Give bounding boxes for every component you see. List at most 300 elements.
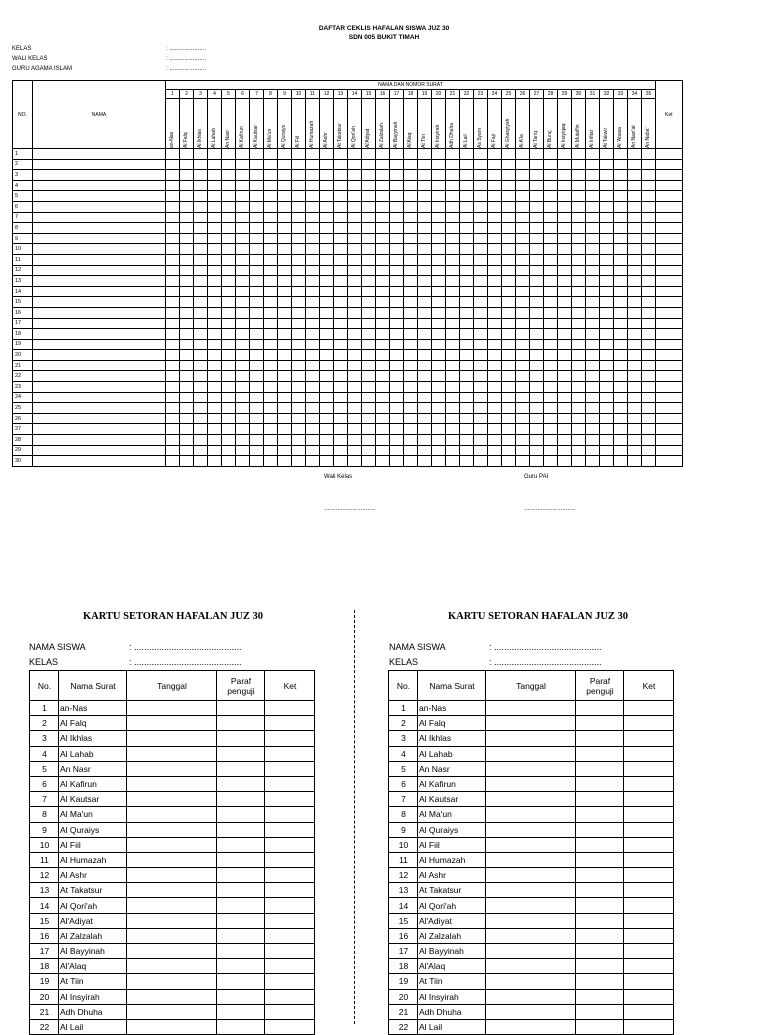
- check-cell[interactable]: [404, 371, 418, 382]
- check-cell[interactable]: [222, 180, 236, 191]
- check-cell[interactable]: [586, 276, 600, 287]
- check-cell[interactable]: [194, 212, 208, 223]
- check-cell[interactable]: [222, 445, 236, 456]
- check-cell[interactable]: [292, 233, 306, 244]
- card-paraf-cell[interactable]: [217, 1004, 265, 1019]
- check-cell[interactable]: [348, 233, 362, 244]
- check-cell[interactable]: [544, 360, 558, 371]
- check-cell[interactable]: [474, 212, 488, 223]
- check-cell[interactable]: [502, 392, 516, 403]
- check-cell[interactable]: [362, 223, 376, 234]
- check-cell[interactable]: [320, 254, 334, 265]
- check-cell[interactable]: [376, 371, 390, 382]
- card-ket-cell[interactable]: [624, 868, 674, 883]
- check-cell[interactable]: [166, 244, 180, 255]
- check-cell[interactable]: [250, 350, 264, 361]
- check-cell[interactable]: [628, 350, 642, 361]
- check-cell[interactable]: [628, 339, 642, 350]
- card-paraf-cell[interactable]: [217, 822, 265, 837]
- check-cell[interactable]: [446, 265, 460, 276]
- check-cell[interactable]: [166, 233, 180, 244]
- check-cell[interactable]: [292, 191, 306, 202]
- check-cell[interactable]: [208, 382, 222, 393]
- check-cell[interactable]: [194, 297, 208, 308]
- check-cell[interactable]: [390, 223, 404, 234]
- check-cell[interactable]: [502, 307, 516, 318]
- check-cell[interactable]: [628, 223, 642, 234]
- check-cell[interactable]: [166, 424, 180, 435]
- check-cell[interactable]: [474, 307, 488, 318]
- check-cell[interactable]: [642, 318, 656, 329]
- check-cell[interactable]: [320, 307, 334, 318]
- check-cell[interactable]: [180, 307, 194, 318]
- check-cell[interactable]: [628, 297, 642, 308]
- check-cell[interactable]: [586, 329, 600, 340]
- check-cell[interactable]: [544, 276, 558, 287]
- card-paraf-cell[interactable]: [576, 807, 624, 822]
- check-cell[interactable]: [488, 191, 502, 202]
- card-tanggal-cell[interactable]: [486, 716, 576, 731]
- check-cell[interactable]: [208, 297, 222, 308]
- card-ket-cell[interactable]: [265, 974, 315, 989]
- check-cell[interactable]: [600, 318, 614, 329]
- check-cell[interactable]: [264, 286, 278, 297]
- check-cell[interactable]: [628, 276, 642, 287]
- check-cell[interactable]: [488, 254, 502, 265]
- card-tanggal-cell[interactable]: [127, 792, 217, 807]
- check-cell[interactable]: [460, 435, 474, 446]
- check-cell[interactable]: [376, 350, 390, 361]
- check-cell[interactable]: [628, 212, 642, 223]
- check-cell[interactable]: [180, 201, 194, 212]
- check-cell[interactable]: [642, 297, 656, 308]
- check-cell[interactable]: [362, 329, 376, 340]
- ket-cell[interactable]: [656, 286, 683, 297]
- ket-cell[interactable]: [656, 180, 683, 191]
- check-cell[interactable]: [320, 297, 334, 308]
- check-cell[interactable]: [572, 297, 586, 308]
- check-cell[interactable]: [516, 350, 530, 361]
- check-cell[interactable]: [180, 360, 194, 371]
- check-cell[interactable]: [530, 191, 544, 202]
- check-cell[interactable]: [642, 403, 656, 414]
- check-cell[interactable]: [446, 149, 460, 160]
- card-tanggal-cell[interactable]: [486, 701, 576, 716]
- card-ket-cell[interactable]: [265, 883, 315, 898]
- check-cell[interactable]: [250, 149, 264, 160]
- card-paraf-cell[interactable]: [576, 974, 624, 989]
- check-cell[interactable]: [362, 424, 376, 435]
- check-cell[interactable]: [264, 254, 278, 265]
- check-cell[interactable]: [628, 265, 642, 276]
- check-cell[interactable]: [432, 286, 446, 297]
- check-cell[interactable]: [418, 392, 432, 403]
- card-tanggal-cell[interactable]: [127, 716, 217, 731]
- check-cell[interactable]: [180, 191, 194, 202]
- check-cell[interactable]: [558, 265, 572, 276]
- check-cell[interactable]: [362, 392, 376, 403]
- check-cell[interactable]: [502, 233, 516, 244]
- check-cell[interactable]: [530, 276, 544, 287]
- check-cell[interactable]: [292, 445, 306, 456]
- card-paraf-cell[interactable]: [576, 883, 624, 898]
- check-cell[interactable]: [222, 233, 236, 244]
- check-cell[interactable]: [264, 307, 278, 318]
- check-cell[interactable]: [432, 159, 446, 170]
- card-tanggal-cell[interactable]: [127, 701, 217, 716]
- check-cell[interactable]: [600, 445, 614, 456]
- check-cell[interactable]: [628, 201, 642, 212]
- check-cell[interactable]: [390, 339, 404, 350]
- card-tanggal-cell[interactable]: [127, 898, 217, 913]
- name-cell[interactable]: [33, 297, 166, 308]
- check-cell[interactable]: [292, 254, 306, 265]
- check-cell[interactable]: [502, 170, 516, 181]
- check-cell[interactable]: [432, 360, 446, 371]
- ket-cell[interactable]: [656, 329, 683, 340]
- card-tanggal-cell[interactable]: [486, 807, 576, 822]
- check-cell[interactable]: [208, 307, 222, 318]
- check-cell[interactable]: [642, 307, 656, 318]
- check-cell[interactable]: [390, 233, 404, 244]
- check-cell[interactable]: [614, 382, 628, 393]
- check-cell[interactable]: [236, 339, 250, 350]
- check-cell[interactable]: [208, 149, 222, 160]
- check-cell[interactable]: [600, 424, 614, 435]
- check-cell[interactable]: [166, 339, 180, 350]
- check-cell[interactable]: [404, 180, 418, 191]
- check-cell[interactable]: [264, 403, 278, 414]
- check-cell[interactable]: [600, 170, 614, 181]
- check-cell[interactable]: [166, 170, 180, 181]
- check-cell[interactable]: [250, 307, 264, 318]
- check-cell[interactable]: [334, 159, 348, 170]
- check-cell[interactable]: [614, 445, 628, 456]
- check-cell[interactable]: [446, 223, 460, 234]
- ket-cell[interactable]: [656, 424, 683, 435]
- card-ket-cell[interactable]: [265, 731, 315, 746]
- check-cell[interactable]: [572, 307, 586, 318]
- check-cell[interactable]: [236, 403, 250, 414]
- check-cell[interactable]: [404, 456, 418, 467]
- check-cell[interactable]: [376, 445, 390, 456]
- card-tanggal-cell[interactable]: [486, 928, 576, 943]
- check-cell[interactable]: [348, 180, 362, 191]
- check-cell[interactable]: [558, 286, 572, 297]
- check-cell[interactable]: [306, 297, 320, 308]
- check-cell[interactable]: [250, 201, 264, 212]
- check-cell[interactable]: [250, 254, 264, 265]
- check-cell[interactable]: [600, 297, 614, 308]
- check-cell[interactable]: [334, 254, 348, 265]
- check-cell[interactable]: [600, 329, 614, 340]
- check-cell[interactable]: [432, 149, 446, 160]
- check-cell[interactable]: [432, 244, 446, 255]
- check-cell[interactable]: [180, 329, 194, 340]
- check-cell[interactable]: [250, 276, 264, 287]
- check-cell[interactable]: [460, 424, 474, 435]
- check-cell[interactable]: [208, 360, 222, 371]
- check-cell[interactable]: [236, 265, 250, 276]
- check-cell[interactable]: [348, 435, 362, 446]
- check-cell[interactable]: [180, 435, 194, 446]
- check-cell[interactable]: [348, 392, 362, 403]
- check-cell[interactable]: [516, 276, 530, 287]
- check-cell[interactable]: [250, 329, 264, 340]
- check-cell[interactable]: [628, 382, 642, 393]
- check-cell[interactable]: [488, 170, 502, 181]
- check-cell[interactable]: [348, 212, 362, 223]
- card-paraf-cell[interactable]: [576, 822, 624, 837]
- check-cell[interactable]: [432, 329, 446, 340]
- name-cell[interactable]: [33, 350, 166, 361]
- check-cell[interactable]: [334, 445, 348, 456]
- check-cell[interactable]: [600, 244, 614, 255]
- check-cell[interactable]: [600, 223, 614, 234]
- check-cell[interactable]: [376, 201, 390, 212]
- check-cell[interactable]: [320, 382, 334, 393]
- check-cell[interactable]: [348, 382, 362, 393]
- check-cell[interactable]: [306, 223, 320, 234]
- check-cell[interactable]: [432, 371, 446, 382]
- check-cell[interactable]: [642, 456, 656, 467]
- check-cell[interactable]: [278, 212, 292, 223]
- check-cell[interactable]: [558, 339, 572, 350]
- check-cell[interactable]: [390, 149, 404, 160]
- check-cell[interactable]: [544, 403, 558, 414]
- check-cell[interactable]: [628, 180, 642, 191]
- card-paraf-cell[interactable]: [576, 716, 624, 731]
- ket-cell[interactable]: [656, 201, 683, 212]
- check-cell[interactable]: [250, 360, 264, 371]
- name-cell[interactable]: [33, 456, 166, 467]
- check-cell[interactable]: [600, 180, 614, 191]
- card-ket-cell[interactable]: [624, 822, 674, 837]
- check-cell[interactable]: [250, 212, 264, 223]
- check-cell[interactable]: [642, 191, 656, 202]
- check-cell[interactable]: [390, 201, 404, 212]
- card-paraf-cell[interactable]: [217, 716, 265, 731]
- check-cell[interactable]: [278, 191, 292, 202]
- check-cell[interactable]: [208, 180, 222, 191]
- card-tanggal-cell[interactable]: [127, 944, 217, 959]
- card-ket-cell[interactable]: [265, 746, 315, 761]
- check-cell[interactable]: [208, 318, 222, 329]
- ket-cell[interactable]: [656, 212, 683, 223]
- check-cell[interactable]: [250, 403, 264, 414]
- check-cell[interactable]: [530, 254, 544, 265]
- check-cell[interactable]: [180, 286, 194, 297]
- check-cell[interactable]: [320, 170, 334, 181]
- check-cell[interactable]: [292, 339, 306, 350]
- check-cell[interactable]: [460, 392, 474, 403]
- name-cell[interactable]: [33, 445, 166, 456]
- check-cell[interactable]: [166, 382, 180, 393]
- ket-cell[interactable]: [656, 392, 683, 403]
- check-cell[interactable]: [306, 403, 320, 414]
- ket-cell[interactable]: [656, 233, 683, 244]
- check-cell[interactable]: [292, 297, 306, 308]
- check-cell[interactable]: [404, 223, 418, 234]
- check-cell[interactable]: [432, 382, 446, 393]
- check-cell[interactable]: [488, 371, 502, 382]
- check-cell[interactable]: [516, 233, 530, 244]
- check-cell[interactable]: [502, 297, 516, 308]
- check-cell[interactable]: [236, 254, 250, 265]
- check-cell[interactable]: [390, 244, 404, 255]
- check-cell[interactable]: [166, 307, 180, 318]
- card-ket-cell[interactable]: [624, 807, 674, 822]
- check-cell[interactable]: [180, 318, 194, 329]
- check-cell[interactable]: [362, 297, 376, 308]
- name-cell[interactable]: [33, 286, 166, 297]
- check-cell[interactable]: [642, 445, 656, 456]
- check-cell[interactable]: [614, 233, 628, 244]
- check-cell[interactable]: [250, 318, 264, 329]
- check-cell[interactable]: [222, 265, 236, 276]
- check-cell[interactable]: [320, 329, 334, 340]
- card-paraf-cell[interactable]: [217, 898, 265, 913]
- check-cell[interactable]: [208, 286, 222, 297]
- check-cell[interactable]: [572, 424, 586, 435]
- check-cell[interactable]: [418, 329, 432, 340]
- check-cell[interactable]: [474, 413, 488, 424]
- card-paraf-cell[interactable]: [217, 776, 265, 791]
- check-cell[interactable]: [390, 265, 404, 276]
- check-cell[interactable]: [320, 223, 334, 234]
- card-tanggal-cell[interactable]: [127, 989, 217, 1004]
- check-cell[interactable]: [320, 276, 334, 287]
- check-cell[interactable]: [376, 286, 390, 297]
- check-cell[interactable]: [460, 371, 474, 382]
- card-tanggal-cell[interactable]: [486, 944, 576, 959]
- check-cell[interactable]: [348, 159, 362, 170]
- check-cell[interactable]: [432, 413, 446, 424]
- check-cell[interactable]: [600, 350, 614, 361]
- name-cell[interactable]: [33, 403, 166, 414]
- check-cell[interactable]: [614, 180, 628, 191]
- check-cell[interactable]: [264, 191, 278, 202]
- check-cell[interactable]: [600, 360, 614, 371]
- check-cell[interactable]: [418, 149, 432, 160]
- check-cell[interactable]: [222, 276, 236, 287]
- check-cell[interactable]: [404, 350, 418, 361]
- check-cell[interactable]: [614, 223, 628, 234]
- check-cell[interactable]: [474, 445, 488, 456]
- ket-cell[interactable]: [656, 413, 683, 424]
- check-cell[interactable]: [516, 329, 530, 340]
- check-cell[interactable]: [208, 445, 222, 456]
- check-cell[interactable]: [558, 170, 572, 181]
- check-cell[interactable]: [516, 244, 530, 255]
- check-cell[interactable]: [264, 382, 278, 393]
- check-cell[interactable]: [460, 445, 474, 456]
- check-cell[interactable]: [222, 329, 236, 340]
- check-cell[interactable]: [320, 360, 334, 371]
- check-cell[interactable]: [390, 371, 404, 382]
- check-cell[interactable]: [432, 223, 446, 234]
- check-cell[interactable]: [502, 413, 516, 424]
- card-ket-cell[interactable]: [265, 776, 315, 791]
- check-cell[interactable]: [278, 413, 292, 424]
- check-cell[interactable]: [516, 201, 530, 212]
- check-cell[interactable]: [516, 382, 530, 393]
- check-cell[interactable]: [460, 233, 474, 244]
- check-cell[interactable]: [544, 339, 558, 350]
- check-cell[interactable]: [586, 149, 600, 160]
- card-ket-cell[interactable]: [624, 944, 674, 959]
- card-ket-cell[interactable]: [265, 913, 315, 928]
- name-cell[interactable]: [33, 318, 166, 329]
- check-cell[interactable]: [404, 191, 418, 202]
- check-cell[interactable]: [404, 265, 418, 276]
- check-cell[interactable]: [292, 350, 306, 361]
- check-cell[interactable]: [390, 329, 404, 340]
- check-cell[interactable]: [432, 170, 446, 181]
- check-cell[interactable]: [278, 170, 292, 181]
- check-cell[interactable]: [250, 265, 264, 276]
- check-cell[interactable]: [516, 191, 530, 202]
- check-cell[interactable]: [320, 286, 334, 297]
- check-cell[interactable]: [446, 170, 460, 181]
- check-cell[interactable]: [334, 350, 348, 361]
- check-cell[interactable]: [208, 254, 222, 265]
- check-cell[interactable]: [348, 350, 362, 361]
- check-cell[interactable]: [418, 223, 432, 234]
- check-cell[interactable]: [404, 445, 418, 456]
- check-cell[interactable]: [488, 159, 502, 170]
- check-cell[interactable]: [362, 276, 376, 287]
- check-cell[interactable]: [460, 403, 474, 414]
- check-cell[interactable]: [166, 201, 180, 212]
- check-cell[interactable]: [180, 180, 194, 191]
- check-cell[interactable]: [474, 201, 488, 212]
- check-cell[interactable]: [572, 244, 586, 255]
- card-ket-cell[interactable]: [624, 776, 674, 791]
- check-cell[interactable]: [488, 382, 502, 393]
- check-cell[interactable]: [292, 329, 306, 340]
- ket-cell[interactable]: [656, 339, 683, 350]
- check-cell[interactable]: [488, 276, 502, 287]
- check-cell[interactable]: [236, 435, 250, 446]
- check-cell[interactable]: [306, 382, 320, 393]
- check-cell[interactable]: [306, 339, 320, 350]
- check-cell[interactable]: [222, 360, 236, 371]
- check-cell[interactable]: [236, 180, 250, 191]
- card-ket-cell[interactable]: [265, 1004, 315, 1019]
- card-tanggal-cell[interactable]: [486, 746, 576, 761]
- card-paraf-cell[interactable]: [217, 974, 265, 989]
- check-cell[interactable]: [418, 424, 432, 435]
- check-cell[interactable]: [446, 212, 460, 223]
- check-cell[interactable]: [460, 297, 474, 308]
- check-cell[interactable]: [418, 403, 432, 414]
- check-cell[interactable]: [208, 170, 222, 181]
- check-cell[interactable]: [628, 456, 642, 467]
- check-cell[interactable]: [572, 149, 586, 160]
- check-cell[interactable]: [180, 424, 194, 435]
- check-cell[interactable]: [306, 307, 320, 318]
- check-cell[interactable]: [558, 159, 572, 170]
- name-cell[interactable]: [33, 424, 166, 435]
- check-cell[interactable]: [306, 254, 320, 265]
- check-cell[interactable]: [208, 244, 222, 255]
- name-cell[interactable]: [33, 159, 166, 170]
- check-cell[interactable]: [614, 360, 628, 371]
- card-paraf-cell[interactable]: [576, 731, 624, 746]
- check-cell[interactable]: [320, 318, 334, 329]
- check-cell[interactable]: [642, 212, 656, 223]
